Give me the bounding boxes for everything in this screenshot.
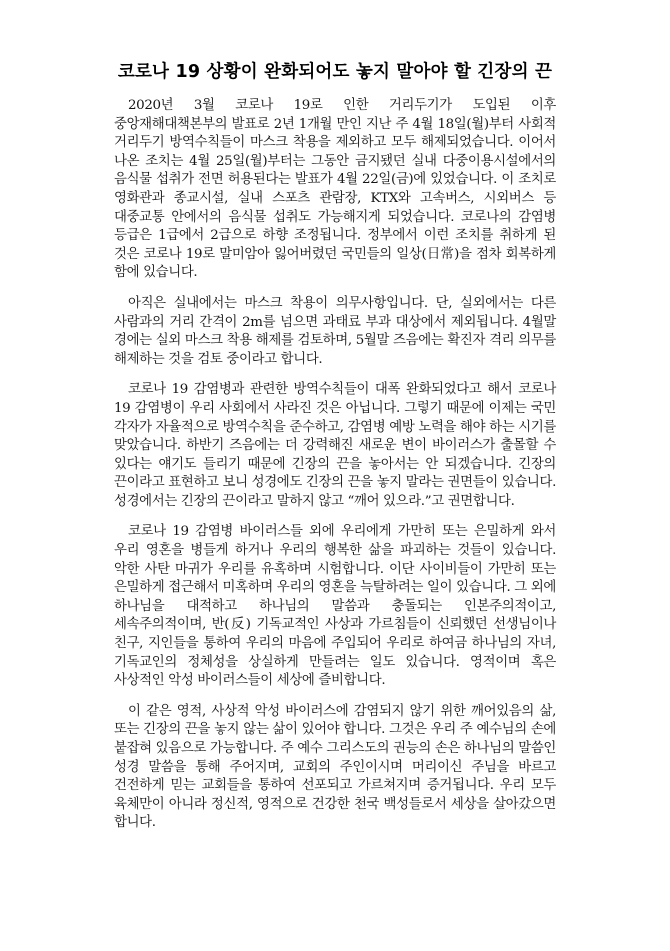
- paragraph: 코로나 19 감염병과 관련한 방역수칙들이 대폭 완화되었다고 해서 코로나 19 감염병이 우리 사회에서 사라진 것은 아닙니다. 그렇기 때문에 이제는 국민 각자가 자율적으로 방역수칙을 준수하고, 감염병 예방 노력을 해야 하는 시기를 맞았습니다. 하반기 즈음에는 더 강력해진 새로운 변이 바이러스가 출몰할 수 있다는 얘기도 들리기 때문에 긴장의 끈을 놓아서는 안 되겠습니다. 긴장의 끈이라고 표현하고 보니 성경에도 긴장의 끈을 놓지 말라는 권면들이 있습니다. 성경에서는 긴장의 끈이라고 말하지 않고 “깨어 있으라.”고 권면합니다.: [114, 382, 556, 509]
- paragraph: 이 같은 영적, 사상적 악성 바이러스에 감염되지 않기 위한 깨어있음의 삶, 또는 긴장의 끈을 놓지 않는 삶이 있어야 합니다. 그것은 우리 주 예수님의 손에 붙잡혀 있음으로 가능합니다. 주 예수 그리스도의 권능의 손은 하나님의 말씀인 성경 말씀을 통해 주어지며, 교회의 주인이시며 머리이신 주님을 바르고 건전하게 믿는 교회들을 통하여 선포되고 가르쳐지며 증거됩니다. 우리 모두 육체만이 아니라 정신적, 영적으로 건강한 천국 백성들로서 세상을 살아갔으면 합니다.: [114, 703, 556, 831]
- paragraph: 아직은 실내에서는 마스크 착용이 의무사항입니다. 단, 실외에서는 다른 사람과의 거리 간격이 2m를 넘으면 과태료 부과 대상에서 제외됩니다. 4월말 경에는 실외 마스크 착용 해제를 검토하며, 5월말 즈음에는 확진자 격리 의무를 해제하는 것을 검토 중이라고 합니다.: [114, 295, 556, 367]
- article-body: [114, 97, 556, 845]
- paragraph: 코로나 19 감염병 바이러스들 외에 우리에게 가만히 또는 은밀하게 와서 우리 영혼을 병들게 하거나 우리의 행복한 삶을 파괴하는 것들이 있습니다. 악한 사탄 마귀가 우리를 유혹하며 시험합니다. 이단 사이비들이 가만히 또는 은밀하게 접근해서 미혹하며 우리의 영혼을 늑탈하려는 일이 있습니다. 그 외에 하나님을 대적하고 하나님의 말씀과 충돌되는 인본주의적이고, 세속주의적이며, 반(反) 기독교적인 사상과 가르침들이 신뢰했던 선생님이나 친구, 지인들을 통하여 우리의 마음에 주입되어 우리로 하여금 하나님의 자녀, 기독교인의 정체성을 상실하게 만들려는 일도 있습니다. 영적이며 혹은 사상적인 악성 바이러스들이 세상에 즐비합니다.: [114, 524, 556, 689]
- paragraph: 2020년 3월 코로나 19로 인한 거리두기가 도입된 이후 중앙재해대책본부의 발표로 2년 1개월 만인 지난 주 4월 18일(월)부터 사회적 거리두기 방역수칙들이 마스크 착용을 제외하고 모두 해제되었습니다. 이어서 나온 조치는 4월 25일(월)부터는 그동안 금지됐던 실내 다중이용시설에서의 음식물 섭취가 전면 허용된다는 발표가 4월 22일(금)에 있었습니다. 이 조치로 영화관과 종교시설, 실내 스포츠 관람장, KTX와 고속버스, 시외버스 등 대중교통 안에서의 음식물 섭취도 가능해지게 되었습니다. 코로나의 감염병 등급은 1급에서 2급으로 하향 조정됩니다. 정부에서 이런 조치를 취하게 된 것은 코로나 19로 말미암아 잃어버렸던 국민들의 일상(日常)을 점차 회복하게 함에 있습니다.: [114, 98, 556, 281]
- page-title: 코로나 19 상황이 완화되어도 놓지 말아야 할 긴장의 끈: [117, 62, 553, 82]
